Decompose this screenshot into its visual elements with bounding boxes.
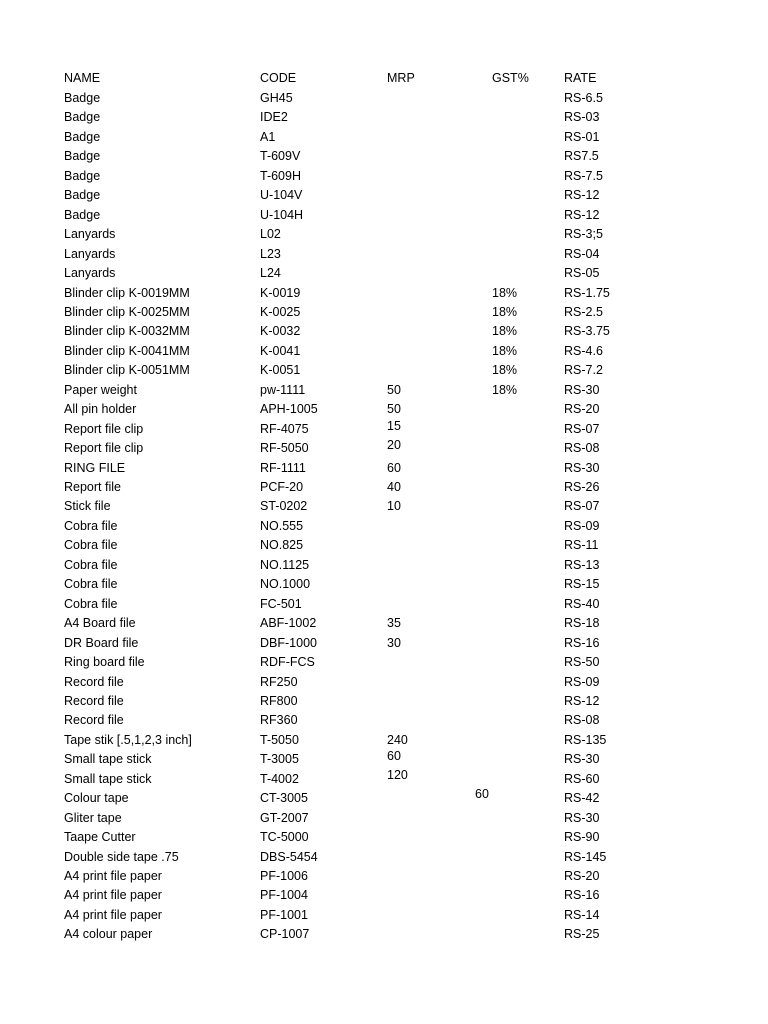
cell-code: RF800 <box>260 693 298 708</box>
cell-rate: RS-26 <box>564 480 600 494</box>
table-row <box>0 750 768 769</box>
cell-code: PF-1001 <box>260 907 308 922</box>
cell-rate: RS-20 <box>564 869 600 883</box>
cell-name: Small tape stick <box>64 771 152 786</box>
table-row <box>0 206 768 225</box>
cell-rate: RS-13 <box>564 557 600 572</box>
cell-rate: RS-50 <box>564 655 600 670</box>
table-row <box>0 147 768 166</box>
cell-rate: RS-40 <box>564 596 600 611</box>
cell-code: K-0032 <box>260 324 301 339</box>
header-code: CODE <box>260 71 297 85</box>
table-row <box>0 245 768 264</box>
table-row <box>0 225 768 244</box>
cell-rate: RS-14 <box>564 907 600 922</box>
table-row <box>0 673 768 692</box>
cell-code: T-4002 <box>260 771 299 786</box>
cell-name: A4 print file paper <box>64 888 162 903</box>
table-row <box>0 711 768 730</box>
cell-name: A4 print file paper <box>64 869 162 883</box>
cell-name: Badge <box>64 207 101 222</box>
cell-code: PCF-20 <box>260 480 304 494</box>
header-name: NAME <box>64 71 101 85</box>
cell-code: RF250 <box>260 674 298 689</box>
cell-name: Report file clip <box>64 441 144 456</box>
cell-rate: RS-7.5 <box>564 168 603 183</box>
cell-code: DBS-5454 <box>260 849 318 864</box>
cell-mrp: 60 <box>387 749 401 764</box>
cell-rate: RS-135 <box>564 732 607 747</box>
cell-code: U-104V <box>260 188 303 203</box>
header-mrp: MRP <box>387 71 415 85</box>
cell-rate: RS-16 <box>564 888 600 903</box>
cell-rate: RS-42 <box>564 791 600 806</box>
cell-code: L24 <box>260 266 281 281</box>
table-row <box>0 809 768 828</box>
cell-rate: RS-07 <box>564 499 600 514</box>
cell-rate: RS7.5 <box>564 149 599 164</box>
table-row <box>0 848 768 867</box>
cell-code: U-104H <box>260 207 304 222</box>
cell-name: Record file <box>64 693 124 708</box>
cell-name: Badge <box>64 91 101 105</box>
table-row <box>0 342 768 361</box>
table-row <box>0 478 768 497</box>
table-row <box>0 439 768 458</box>
cell-name: Badge <box>64 188 101 203</box>
cell-rate: RS-60 <box>564 771 600 786</box>
table-row <box>0 303 768 322</box>
table-row <box>0 886 768 905</box>
cell-name: Ring board file <box>64 655 145 670</box>
table-row <box>0 653 768 672</box>
cell-name: Gliter tape <box>64 810 122 825</box>
cell-code: pw-1111 <box>260 382 306 397</box>
cell-code: ST-0202 <box>260 499 308 514</box>
cell-gst: 18% <box>492 382 518 397</box>
cell-name: Blinder clip K-0051MM <box>64 363 190 378</box>
cell-code: RDF-FCS <box>260 655 315 670</box>
cell-mrp: 120 <box>387 767 408 782</box>
cell-rate: RS-07 <box>564 421 600 436</box>
cell-name: Blinder clip K-0025MM <box>64 304 190 319</box>
table-row <box>0 186 768 205</box>
cell-name: A4 Board file <box>64 616 136 631</box>
table-row <box>0 925 768 944</box>
cell-rate: RS-01 <box>564 129 600 144</box>
table-row <box>0 128 768 147</box>
cell-name: Record file <box>64 713 124 728</box>
table-row <box>0 459 768 478</box>
table-row <box>0 381 768 400</box>
table-row <box>0 614 768 633</box>
cell-mrp: 40 <box>387 480 401 494</box>
table-row <box>0 108 768 127</box>
cell-code: PF-1004 <box>260 888 308 903</box>
cell-rate: RS-18 <box>564 616 600 631</box>
cell-name: Badge <box>64 149 101 164</box>
cell-name: Tape stik [.5,1,2,3 inch] <box>64 732 192 747</box>
cell-code: RF-5050 <box>260 441 309 456</box>
cell-code: TC-5000 <box>260 830 309 845</box>
cell-rate: RS-90 <box>564 830 600 845</box>
cell-code: K-0025 <box>260 304 301 319</box>
cell-name: Taape Cutter <box>64 830 136 845</box>
table-row <box>0 595 768 614</box>
header-row <box>0 69 768 88</box>
cell-code: NO.1125 <box>260 557 310 572</box>
cell-name: Colour tape <box>64 791 129 806</box>
cell-mrp: 20 <box>387 438 401 453</box>
table-row <box>0 89 768 108</box>
cell-name: Double side tape .75 <box>64 849 179 864</box>
cell-gst: 18% <box>492 324 518 339</box>
cell-rate: RS-3.75 <box>564 324 610 339</box>
cell-mrp: 35 <box>387 616 401 631</box>
cell-code: T-609H <box>260 168 301 183</box>
cell-name: Blinder clip K-0032MM <box>64 324 190 339</box>
cell-code: CT-3005 <box>260 791 308 806</box>
cell-code: K-0019 <box>260 285 301 300</box>
cell-mrp: 50 <box>387 402 401 417</box>
cell-code: L23 <box>260 246 281 261</box>
cell-code: ABF-1002 <box>260 616 317 631</box>
cell-mrp: 50 <box>387 382 401 397</box>
cell-name: Badge <box>64 110 101 125</box>
cell-mrp: 10 <box>387 499 401 514</box>
cell-rate: RS-09 <box>564 674 600 689</box>
cell-name: RING FILE <box>64 460 126 475</box>
cell-gst: 18% <box>492 285 518 300</box>
cell-rate: RS-1.75 <box>564 285 610 300</box>
cell-rate: RS-12 <box>564 207 600 222</box>
cell-name: Report file clip <box>64 421 144 436</box>
table-row <box>0 361 768 380</box>
cell-code: CP-1007 <box>260 927 310 942</box>
cell-name: Cobra file <box>64 577 118 592</box>
cell-code: K-0051 <box>260 363 301 378</box>
cell-rate: RS-08 <box>564 713 600 728</box>
table-row <box>0 906 768 925</box>
header-rate: RATE <box>564 71 597 85</box>
cell-rate: RS-12 <box>564 693 600 708</box>
cell-name: Badge <box>64 168 101 183</box>
cell-mrp: 30 <box>387 635 401 650</box>
cell-rate: RS-04 <box>564 246 600 261</box>
cell-code: NO.1000 <box>260 577 311 592</box>
table-row <box>0 867 768 886</box>
cell-rate: RS-15 <box>564 577 600 592</box>
cell-code: GT-2007 <box>260 810 309 825</box>
cell-rate: RS-30 <box>564 460 600 475</box>
cell-rate: RS-30 <box>564 752 600 767</box>
cell-name: Cobra file <box>64 538 118 553</box>
cell-gst: 18% <box>492 363 518 378</box>
cell-rate: RS-20 <box>564 402 600 417</box>
cell-rate: RS-30 <box>564 810 600 825</box>
table-row <box>0 536 768 555</box>
cell-name: DR Board file <box>64 635 139 650</box>
cell-code: RF360 <box>260 713 298 728</box>
table-row <box>0 284 768 303</box>
cell-rate: RS-2.5 <box>564 304 603 319</box>
cell-rate: RS-12 <box>564 188 600 203</box>
table-row <box>0 264 768 283</box>
cell-rate: RS-03 <box>564 110 600 125</box>
cell-code: PF-1006 <box>260 869 308 883</box>
header-gst: GST% <box>492 71 529 85</box>
cell-mrp: 15 <box>387 418 401 433</box>
cell-name: Small tape stick <box>64 752 152 767</box>
cell-rate: RS-145 <box>564 849 607 864</box>
cell-code: FC-501 <box>260 596 302 611</box>
cell-rate: RS-09 <box>564 518 600 533</box>
cell-code: APH-1005 <box>260 402 318 417</box>
cell-gst: 60 <box>475 787 489 802</box>
table-row <box>0 731 768 750</box>
cell-code: GH45 <box>260 91 293 105</box>
table-row <box>0 575 768 594</box>
cell-rate: RS-30 <box>564 382 600 397</box>
table-row <box>0 556 768 575</box>
cell-code: T-3005 <box>260 752 299 767</box>
table-row <box>0 767 768 789</box>
cell-name: Lanyards <box>64 227 116 242</box>
cell-name: Lanyards <box>64 266 116 281</box>
cell-name: A4 colour paper <box>64 927 153 942</box>
table-row <box>0 692 768 711</box>
cell-name: Lanyards <box>64 246 116 261</box>
cell-gst: 18% <box>492 304 518 319</box>
table-row <box>0 497 768 516</box>
cell-mrp: 240 <box>387 732 408 747</box>
cell-name: Blinder clip K-0019MM <box>64 285 190 300</box>
table-row <box>0 789 768 808</box>
table-row <box>0 634 768 653</box>
cell-rate: RS-4.6 <box>564 343 603 358</box>
cell-rate: RS-7.2 <box>564 363 603 378</box>
table-row <box>0 828 768 847</box>
cell-name: All pin holder <box>64 402 137 417</box>
table-row <box>0 400 768 419</box>
cell-rate: RS-11 <box>564 538 599 553</box>
cell-mrp: 60 <box>387 460 401 475</box>
cell-gst: 18% <box>492 343 518 358</box>
cell-rate: RS-05 <box>564 266 600 281</box>
cell-name: Paper weight <box>64 382 137 397</box>
cell-name: Report file <box>64 480 121 494</box>
cell-code: RF-1111 <box>260 460 306 475</box>
cell-code: T-609V <box>260 149 301 164</box>
cell-code: L02 <box>260 227 281 242</box>
cell-name: Cobra file <box>64 557 118 572</box>
cell-rate: RS-16 <box>564 635 600 650</box>
table-row <box>0 167 768 186</box>
cell-code: NO.825 <box>260 538 304 553</box>
cell-rate: RS-6.5 <box>564 91 603 105</box>
cell-rate: RS-08 <box>564 441 600 456</box>
table-row <box>0 420 768 439</box>
cell-name: Badge <box>64 129 101 144</box>
cell-rate: RS-25 <box>564 927 600 942</box>
table-row <box>0 322 768 341</box>
cell-name: Stick file <box>64 499 111 514</box>
cell-code: A1 <box>260 129 276 144</box>
cell-name: Record file <box>64 674 124 689</box>
cell-name: A4 print file paper <box>64 907 162 922</box>
cell-name: Cobra file <box>64 596 118 611</box>
cell-code: K-0041 <box>260 343 301 358</box>
cell-code: NO.555 <box>260 518 304 533</box>
cell-name: Blinder clip K-0041MM <box>64 343 190 358</box>
cell-name: Cobra file <box>64 518 118 533</box>
cell-code: RF-4075 <box>260 421 309 436</box>
cell-code: IDE2 <box>260 110 288 125</box>
table-row <box>0 517 768 536</box>
cell-rate: RS-3;5 <box>564 227 603 242</box>
cell-code: DBF-1000 <box>260 635 317 650</box>
cell-code: T-5050 <box>260 732 299 747</box>
